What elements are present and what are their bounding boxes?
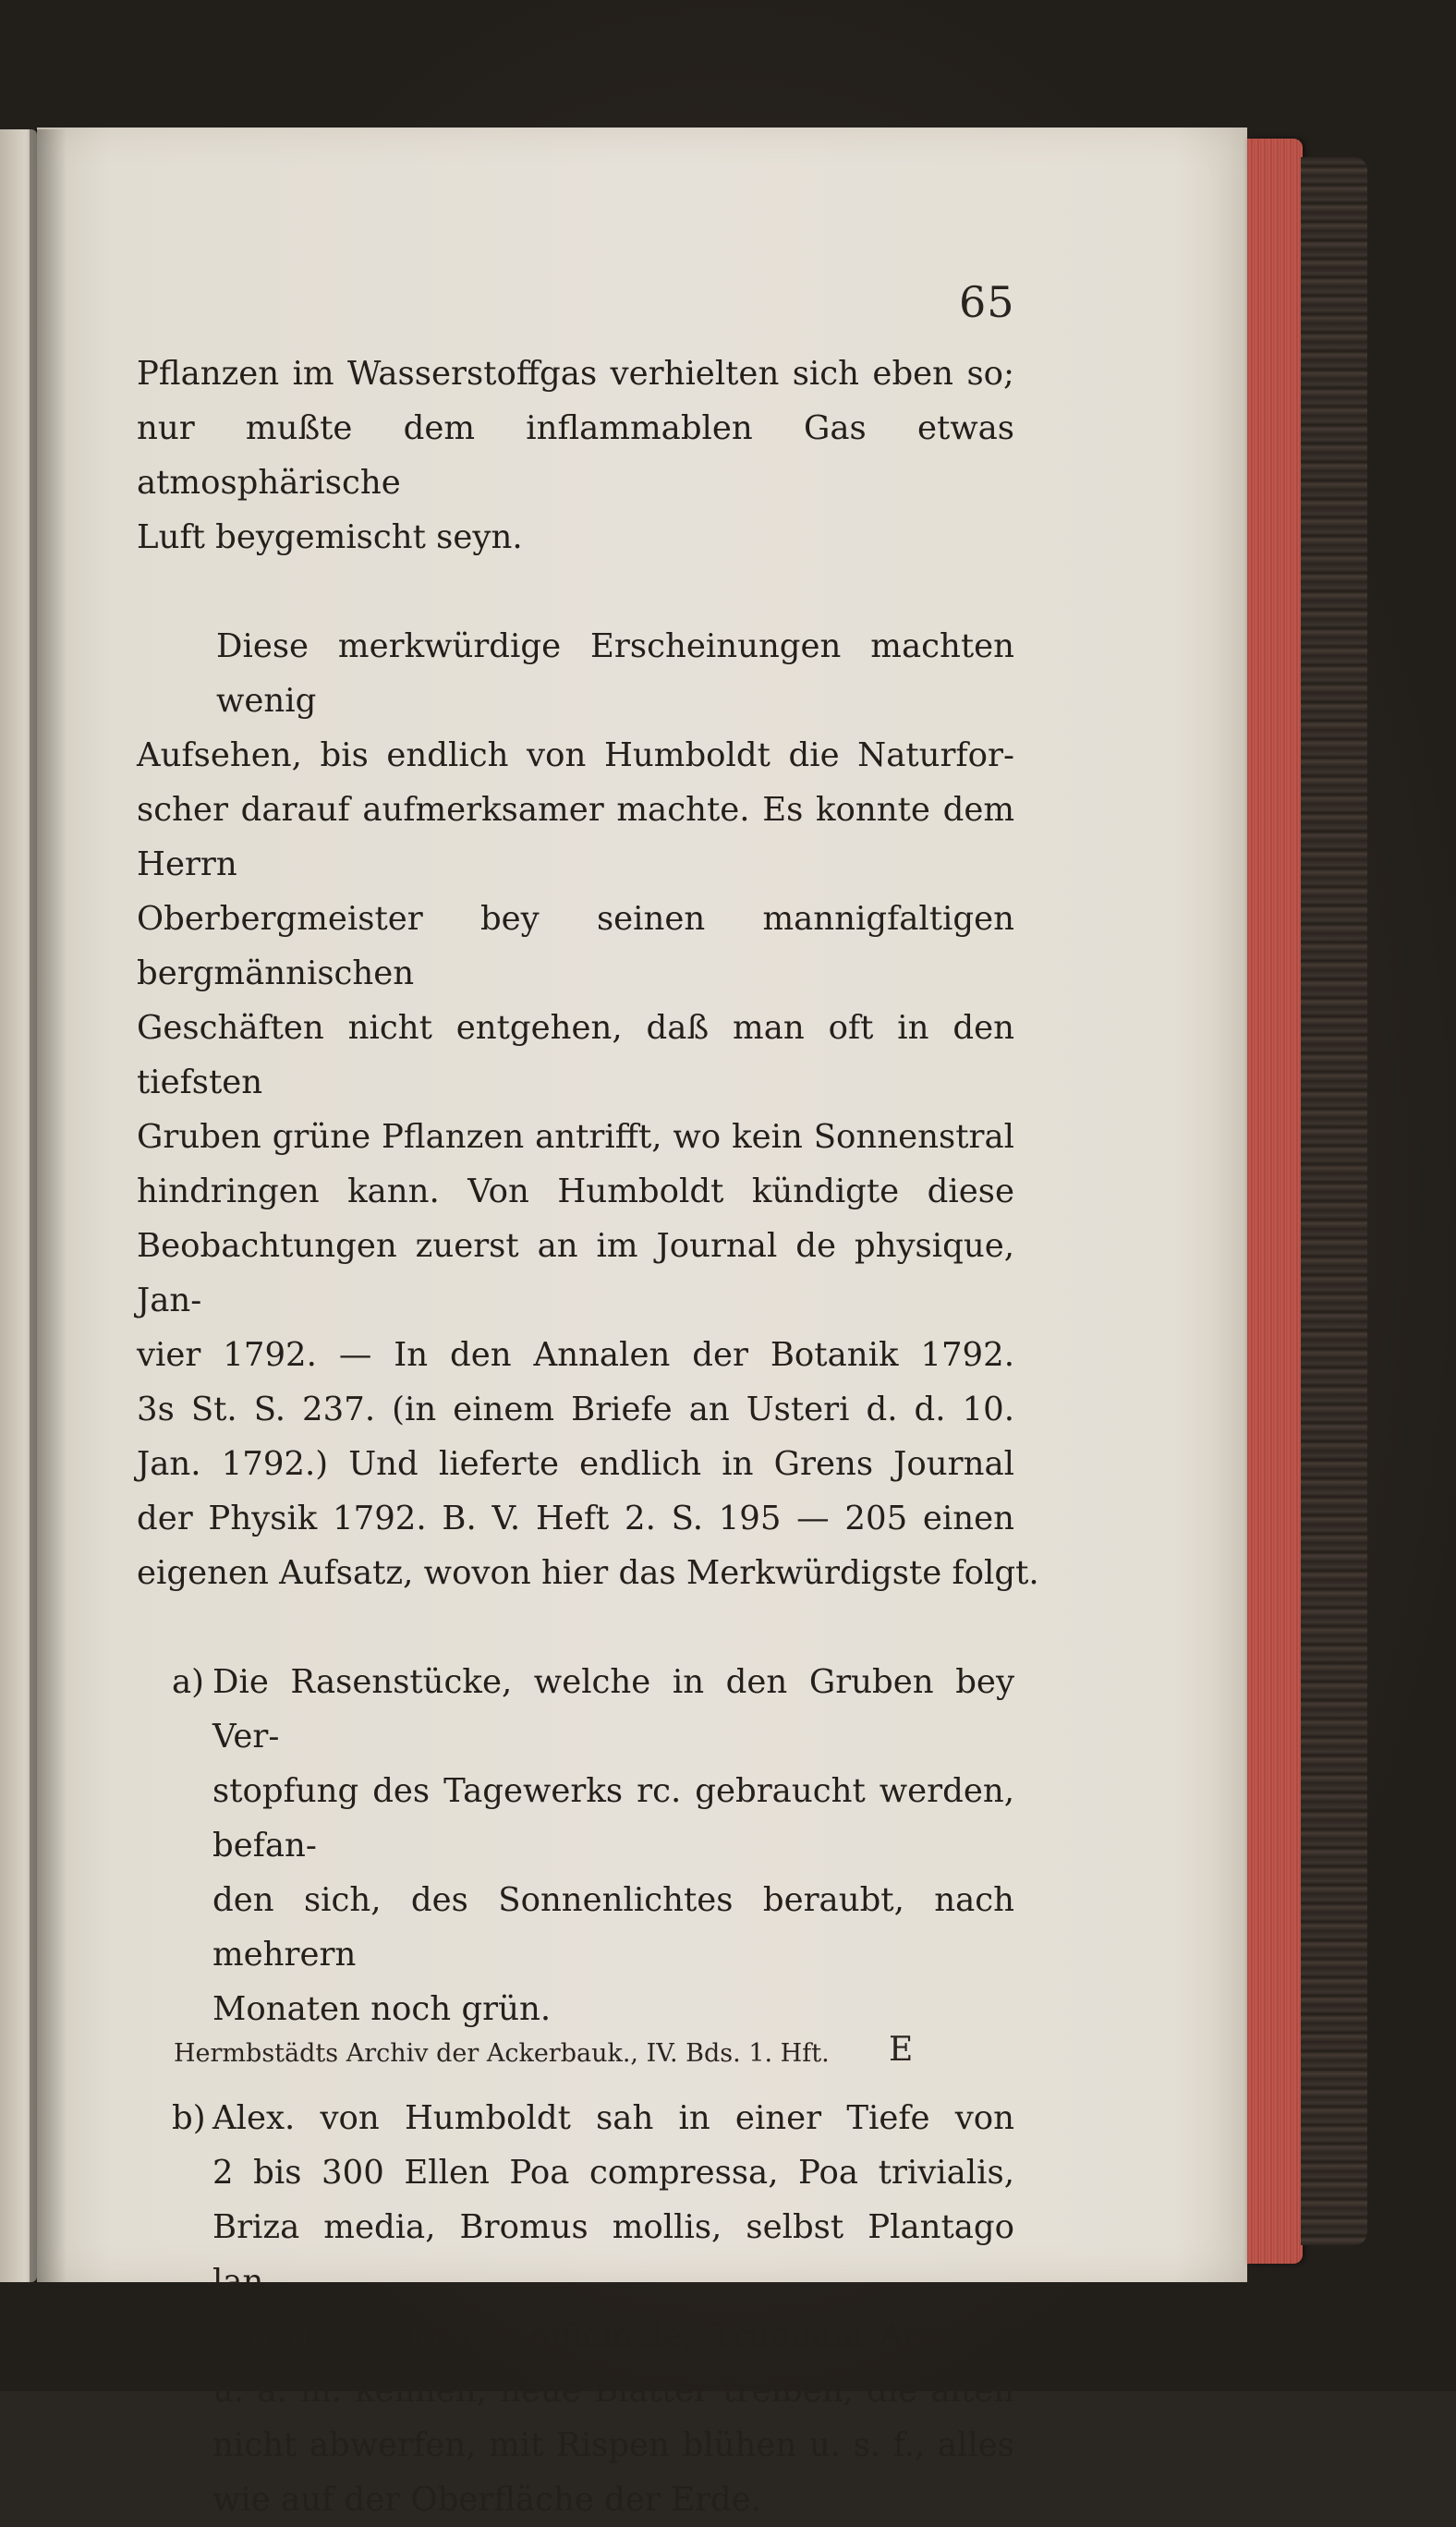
red-page-edges <box>1247 139 1303 2264</box>
text-line: Alex. von Humboldt sah in einer Tiefe von <box>212 2099 1014 2137</box>
list-item-b <box>137 2091 1014 2527</box>
signature-mark: E <box>889 2031 914 2069</box>
text-line: Geschäften nicht entgehen, daß man oft in den tiefsten <box>137 1009 1014 1101</box>
text-line: den sich, des Sonnenlichtes beraubt, nach mehrern <box>212 1881 1014 1974</box>
text-line: vier 1792. — In den Annalen der Botanik 1792. <box>137 1336 1014 1374</box>
text-line: Gruben grüne Pflanzen antrifft, wo kein Sonnenstral <box>137 1118 1014 1156</box>
text-line: Pflanzen im Wasserstoffgas verhielten sich eben so; <box>137 355 1014 393</box>
text-line: 3s St. S. 237. (in einem Briefe an Usteri d. d. 10. <box>137 1391 1014 1428</box>
text-line: Aufsehen, bis endlich von Humboldt die Naturfor- <box>137 736 1014 774</box>
page-number: 65 <box>959 277 1015 327</box>
text-line: Briza media, Bromus mollis, selbst Plantago lan- <box>212 2208 1014 2301</box>
text-line: Jan. 1792.) Und lieferte endlich in Grens Journal <box>137 1445 1014 1483</box>
text-line: u. a. m. keimen, neue Blätter treiben, die alten <box>212 2372 1014 2410</box>
text-line: ceolata, Trifolium officinale, Trifolium Arvense <box>212 2317 1014 2355</box>
text-line: Diese merkwürdige Erscheinungen machten wenig <box>216 627 1014 720</box>
text-line: Monaten noch grün. <box>212 1990 552 2028</box>
text-line: stopfung des Tagewerks rc. gebraucht werden, befan- <box>212 1772 1014 1865</box>
text-line: Luft beygemischt seyn. <box>137 518 523 556</box>
text-line: wie auf der Oberfläche der Erde. <box>212 2481 762 2519</box>
paragraph-2 <box>137 619 1039 1600</box>
text-line: Die Rasenstücke, welche in den Gruben bey Ver- <box>212 1663 1014 1756</box>
text-line: hindringen kann. Von Humboldt kündigte diese <box>137 1172 1014 1210</box>
text-line: nicht abwerfen, mit Rispen blühen u. s. f., alles <box>212 2426 1014 2464</box>
text-line: eigenen Aufsatz, wovon hier das Merkwürdigste folgt. <box>137 1554 1039 1592</box>
paragraph-1 <box>137 346 1014 565</box>
list-marker: b) <box>172 2099 206 2137</box>
gutter-shadow <box>30 129 67 2282</box>
text-line: Oberbergmeister bey seinen mannigfaltigen bergmännischen <box>137 900 1014 992</box>
list-item-a <box>137 1655 1014 2036</box>
footer-citation: Hermbstädts Archiv der Ackerbauk., IV. Bds. 1. Hft. <box>174 2039 830 2068</box>
text-line: Beobachtungen zuerst an im Journal de physique, Jan- <box>137 1227 1014 1319</box>
list-marker: a) <box>172 1663 205 1701</box>
body-text <box>137 346 1039 2527</box>
text-line: scher darauf aufmerksamer machte. Es konnte dem Herrn <box>137 791 1014 883</box>
text-line: 2 bis 300 Ellen Poa compressa, Poa trivialis, <box>212 2154 1014 2192</box>
text-line: nur mußte dem inflammablen Gas etwas atmosphärische <box>137 409 1014 502</box>
book-cover-spine <box>1301 157 1367 2245</box>
text-line: der Physik 1792. B. V. Heft 2. S. 195 — 205 einen <box>137 1500 1014 1537</box>
